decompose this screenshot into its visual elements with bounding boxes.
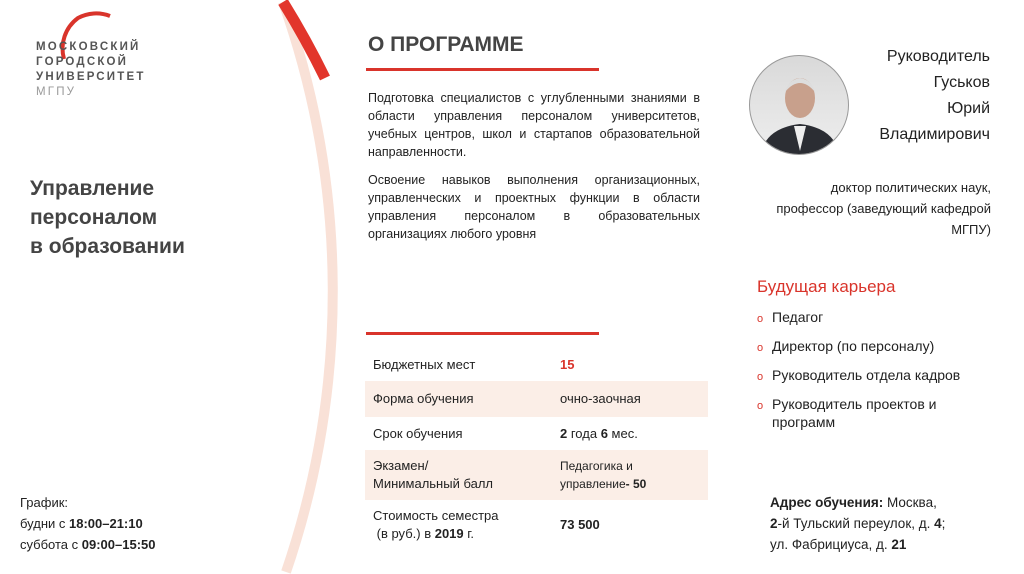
- schedule-weekdays: [20, 513, 155, 534]
- year: 2019: [434, 526, 464, 541]
- name-line: Владимирович: [879, 126, 990, 143]
- title-line: профессор (заведующий кафедрой: [776, 201, 991, 216]
- part: -й Тульский переулок, д.: [777, 516, 935, 531]
- list-item: [757, 308, 1007, 328]
- budget-value: 15: [560, 356, 575, 372]
- unit: мес.: [607, 425, 638, 441]
- budget-label: Бюджетных мест: [373, 356, 476, 372]
- career-item: Руководитель отдела кадров: [772, 367, 961, 383]
- logo-line: МОСКОВСКИЙ: [36, 41, 141, 53]
- part: 4: [934, 516, 942, 531]
- score: - 50: [625, 477, 647, 491]
- part: 21: [891, 537, 907, 552]
- table-row: [365, 450, 708, 500]
- bullet-icon: o: [757, 371, 764, 383]
- address-city: Москва,: [887, 495, 937, 510]
- table-row: [365, 348, 708, 381]
- time: 09:00–15:50: [81, 537, 156, 552]
- logo-abbr: МГПУ: [36, 86, 77, 98]
- logo-line: УНИВЕРСИТЕТ: [36, 71, 146, 83]
- name-line: Юрий: [947, 100, 990, 117]
- section-title: О ПРОГРАММЕ: [368, 33, 524, 56]
- program-title: [30, 174, 185, 261]
- line: Минимальный балл: [373, 476, 494, 491]
- list-item: [757, 366, 1007, 386]
- program-title-line: персоналом: [30, 206, 158, 229]
- head-role: Руководитель: [886, 48, 990, 65]
- part: 2: [770, 516, 778, 531]
- program-title-line: в образовании: [30, 235, 185, 258]
- duration-value: [560, 425, 708, 443]
- line: Экзамен/: [373, 458, 429, 473]
- label: будни с: [20, 516, 69, 531]
- list-item: [757, 395, 1007, 431]
- bullet-icon: o: [757, 342, 764, 354]
- career-title: Будущая карьера: [757, 277, 896, 296]
- head-photo: [749, 55, 849, 155]
- career-list: [757, 308, 1007, 440]
- divider: [366, 68, 599, 71]
- unit: года: [567, 425, 601, 441]
- person-icon: [750, 56, 849, 155]
- exam-value: [560, 457, 708, 493]
- table-row: [365, 500, 708, 550]
- about-paragraph: Подготовка специалистов с углубленными знаниями в области управления персоналом университетов, учебных центров, школ и стартапов образовательной направленности.: [368, 91, 700, 159]
- part: ул. Фабрициуса, д.: [770, 537, 892, 552]
- career-item: Руководитель проектов и программ: [772, 396, 937, 430]
- title-line: МГПУ): [951, 222, 991, 237]
- logo-line: ГОРОДСКОЙ: [36, 56, 129, 68]
- head-name: [879, 44, 990, 148]
- table-row: [365, 381, 708, 417]
- duration-label: Срок обучения: [373, 425, 463, 441]
- university-logo: [36, 40, 146, 100]
- time: 18:00–21:10: [68, 516, 143, 531]
- about-paragraph: Освоение навыков выполнения организационных, управленческих и проектных функции в области управления персоналом в образовательных организациях любого уровня: [368, 173, 700, 241]
- schedule: [20, 492, 155, 555]
- cost-value: 73 500: [560, 517, 600, 532]
- head-title: [731, 177, 991, 240]
- schedule-saturday: [20, 534, 155, 555]
- name-line: Гуськов: [933, 74, 990, 91]
- bullet-icon: o: [757, 313, 764, 325]
- months: 6: [600, 425, 608, 441]
- line: управление: [560, 477, 626, 491]
- years: 2: [560, 425, 568, 441]
- list-item: [757, 337, 1007, 357]
- label: суббота с: [20, 537, 82, 552]
- line: г.: [463, 526, 475, 541]
- address: [770, 492, 945, 555]
- career-item: Педагог: [772, 309, 824, 325]
- divider: [366, 332, 599, 335]
- exam-label: [365, 457, 560, 493]
- title-line: доктор политических наук,: [830, 180, 991, 195]
- form-value: очно-заочная: [560, 391, 641, 406]
- program-title-line: Управление: [30, 177, 155, 200]
- schedule-label: График:: [20, 495, 69, 510]
- address-label: Адрес обучения:: [770, 495, 887, 510]
- line: Стоимость семестра: [373, 508, 499, 523]
- line: (в руб.) в: [373, 526, 435, 541]
- facts-table: [365, 348, 708, 550]
- cost-label: [365, 507, 560, 543]
- table-row: [365, 417, 708, 450]
- part: ;: [941, 516, 946, 531]
- career-item: Директор (по персоналу): [772, 338, 935, 354]
- bullet-icon: o: [757, 400, 764, 412]
- line: Педагогика и: [560, 459, 633, 473]
- form-label: Форма обучения: [373, 391, 474, 406]
